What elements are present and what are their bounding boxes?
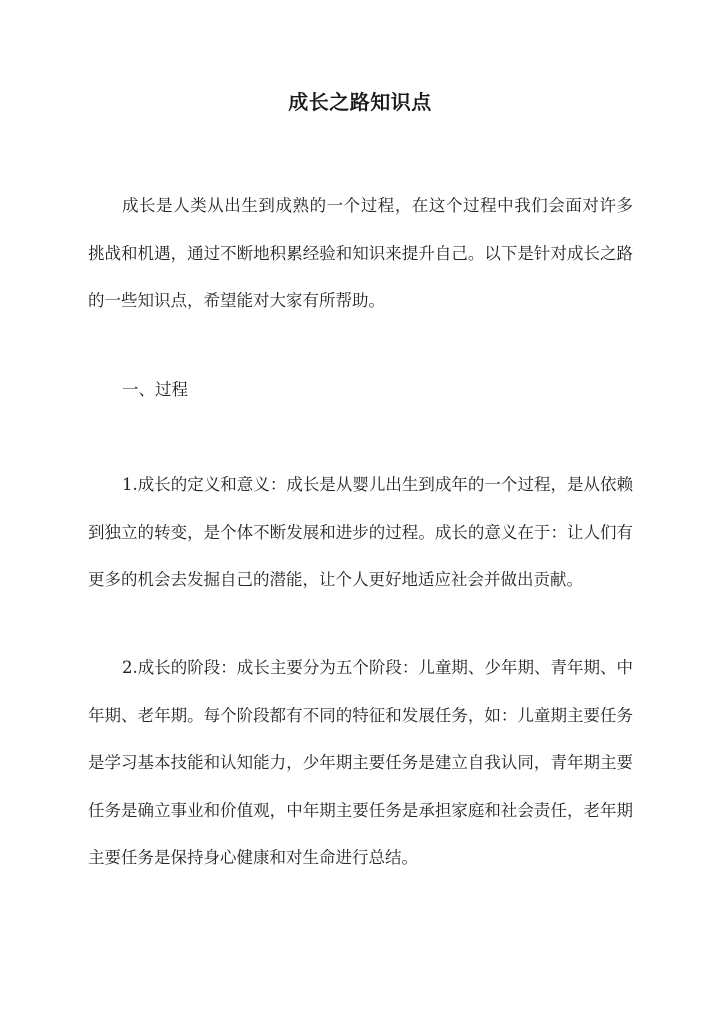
document-title: 成长之路知识点: [288, 90, 432, 114]
list-item-definition: 1.成长的定义和意义：成长是从婴儿出生到成年的一个过程，是从依赖到独立的转变，是个体不断发展和进步的过程。成长的意义在于：让人们有更多的机会去发掘自己的潜能，让个人更好地适应社会并做出贡献。: [88, 475, 633, 589]
intro-paragraph: 成长是人类从出生到成熟的一个过程，在这个过程中我们会面对许多挑战和机遇，通过不断地积累经验和知识来提升自己。以下是针对成长之路的一些知识点，希望能对大家有所帮助。: [88, 196, 633, 310]
section-heading: 一、过程: [122, 380, 188, 399]
list-item-stages: 2.成长的阶段：成长主要分为五个阶段：儿童期、少年期、青年期、中年期、老年期。每个阶段都有不同的特征和发展任务，如：儿童期主要任务是学习基本技能和认知能力，少年期主要任务是建立自我认同，青年期主要任务是确立事业和价值观，中年期主要任务是承担家庭和社会责任，老年期主要任务是保持身心健康和对生命进行总结。: [88, 658, 633, 867]
